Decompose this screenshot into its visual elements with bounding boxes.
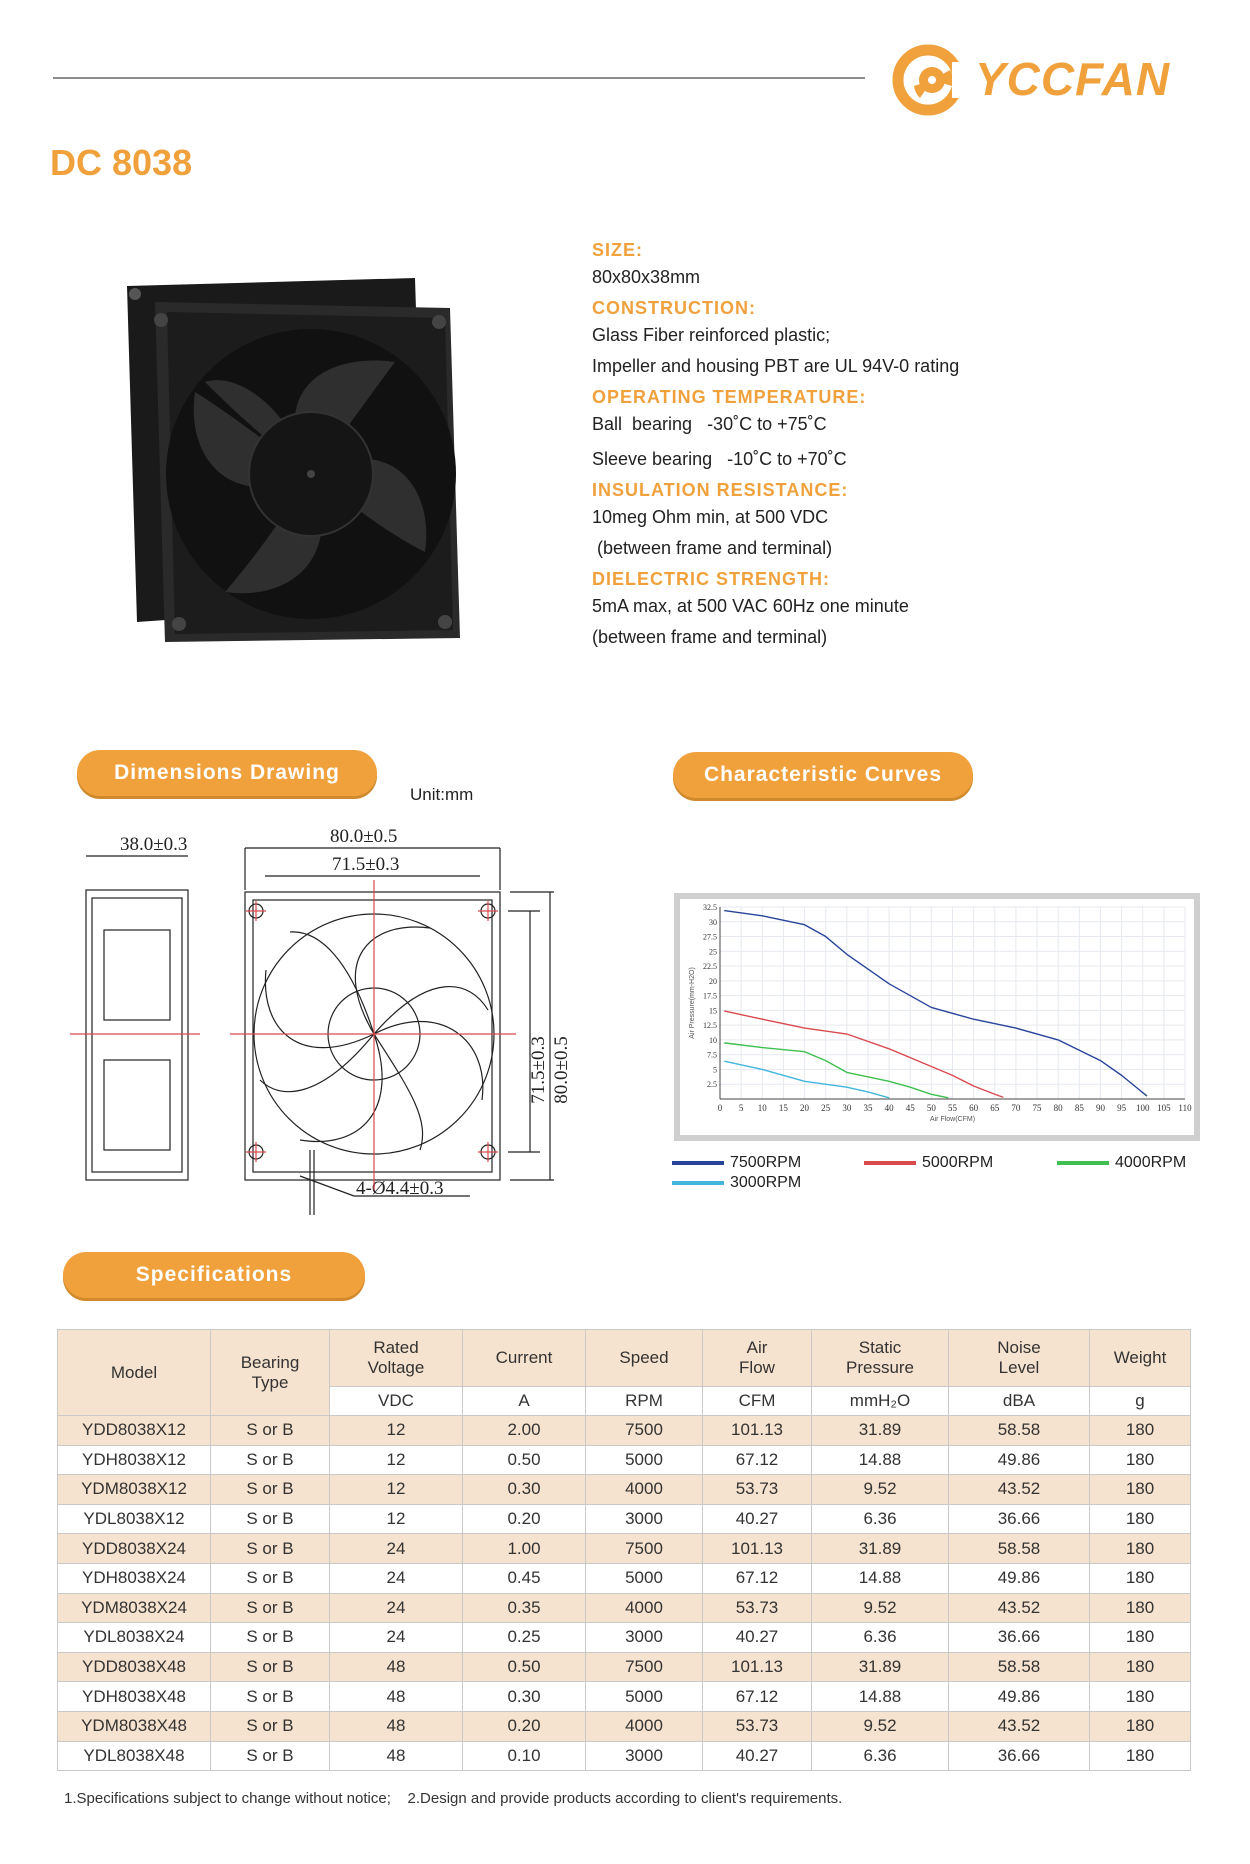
- table-cell: S or B: [211, 1623, 330, 1653]
- table-cell: 180: [1090, 1682, 1191, 1712]
- table-row: [58, 1416, 1191, 1446]
- table-cell: S or B: [211, 1416, 330, 1446]
- table-cell: 12: [330, 1504, 463, 1534]
- table-cell: 0.30: [463, 1682, 586, 1712]
- x-tick-label: 95: [1117, 1103, 1127, 1113]
- legend-label: 3000RPM: [730, 1174, 802, 1191]
- table-cell: YDH8038X24: [58, 1563, 211, 1593]
- table-cell: 43.52: [949, 1711, 1090, 1741]
- x-tick-label: 5: [738, 1103, 744, 1113]
- y-tick-label: 27.5: [703, 932, 717, 942]
- spec-line: 10meg Ohm min, at 500 VDC: [592, 507, 829, 527]
- table-row: [58, 1445, 1191, 1475]
- y-tick-label: 7.5: [707, 1050, 717, 1060]
- table-cell: 53.73: [703, 1475, 812, 1505]
- table-cell: S or B: [211, 1711, 330, 1741]
- table-cell: S or B: [211, 1534, 330, 1564]
- table-cell: 180: [1090, 1534, 1191, 1564]
- table-cell: 67.12: [703, 1682, 812, 1712]
- table-cell: 6.36: [812, 1504, 949, 1534]
- table-row: [58, 1652, 1191, 1682]
- y-tick-label: 12.5: [703, 1021, 717, 1031]
- x-tick-label: 30: [842, 1103, 852, 1113]
- table-cell: 7500: [586, 1652, 703, 1682]
- column-header: Static Pressure: [812, 1330, 949, 1387]
- table-cell: 180: [1090, 1563, 1191, 1593]
- y-tick-label: 10: [709, 1035, 717, 1045]
- table-cell: 4000: [586, 1593, 703, 1623]
- dim-depth-label: 38.0±0.3: [120, 834, 188, 855]
- table-cell: 67.12: [703, 1445, 812, 1475]
- spec-line: Ball bearing -30˚C to +75˚C: [592, 414, 827, 434]
- column-header: Air Flow: [703, 1330, 812, 1387]
- table-cell: 12: [330, 1475, 463, 1505]
- column-header: Rated Voltage: [330, 1330, 463, 1387]
- table-cell: 180: [1090, 1593, 1191, 1623]
- x-tick-label: 50: [926, 1103, 936, 1113]
- unit-cell: VDC: [330, 1387, 463, 1416]
- table-cell: 0.35: [463, 1593, 586, 1623]
- table-cell: S or B: [211, 1593, 330, 1623]
- spec-line: (between frame and terminal): [592, 627, 828, 647]
- table-cell: 2.00: [463, 1416, 586, 1446]
- chart-frame: [674, 893, 1200, 1141]
- y-tick-label: 15: [709, 1006, 717, 1016]
- table-cell: 0.45: [463, 1563, 586, 1593]
- dim-hole-height-label: 71.5±0.3: [528, 1036, 549, 1104]
- table-row: [58, 1504, 1191, 1534]
- x-tick-label: 60: [969, 1103, 979, 1113]
- table-cell: 6.36: [812, 1623, 949, 1653]
- unit-cell: CFM: [703, 1387, 812, 1416]
- column-header: Model: [58, 1330, 211, 1416]
- specifications-table: [57, 1329, 1191, 1771]
- dim-outer-height-label: 80.0±0.5: [551, 1036, 572, 1104]
- header-divider: [53, 77, 865, 79]
- table-cell: 58.58: [949, 1652, 1090, 1682]
- table-row: [58, 1711, 1191, 1741]
- table-cell: 1.00: [463, 1534, 586, 1564]
- table-cell: S or B: [211, 1475, 330, 1505]
- table-cell: 180: [1090, 1623, 1191, 1653]
- table-cell: 101.13: [703, 1652, 812, 1682]
- table-cell: S or B: [211, 1563, 330, 1593]
- table-cell: YDD8038X12: [58, 1416, 211, 1446]
- x-tick-label: 40: [884, 1103, 894, 1113]
- column-header: Noise Level: [949, 1330, 1090, 1387]
- table-cell: 36.66: [949, 1504, 1090, 1534]
- y-tick-label: 25: [709, 947, 717, 957]
- table-cell: 58.58: [949, 1534, 1090, 1564]
- unit-cell: dBA: [949, 1387, 1090, 1416]
- legend-swatch: [1057, 1161, 1109, 1165]
- column-header: Bearing Type: [211, 1330, 330, 1416]
- x-tick-label: 45: [905, 1103, 915, 1113]
- legend-label: 4000RPM: [1115, 1154, 1187, 1171]
- table-cell: 3000: [586, 1504, 703, 1534]
- table-row: [58, 1534, 1191, 1564]
- table-cell: 40.27: [703, 1623, 812, 1653]
- table-cell: 180: [1090, 1445, 1191, 1475]
- spec-line: 80x80x38mm: [592, 267, 701, 287]
- table-cell: S or B: [211, 1741, 330, 1771]
- table-cell: YDD8038X48: [58, 1652, 211, 1682]
- spec-heading-operating-temperature: OPERATING TEMPERATURE:: [592, 387, 867, 407]
- table-cell: 4000: [586, 1711, 703, 1741]
- characteristic-curves-heading: Characteristic Curves: [673, 752, 973, 798]
- table-cell: 40.27: [703, 1741, 812, 1771]
- page-title: DC 8038: [50, 142, 193, 183]
- unit-cell: A: [463, 1387, 586, 1416]
- table-cell: 101.13: [703, 1416, 812, 1446]
- x-tick-label: 35: [863, 1103, 873, 1113]
- dim-holes-label: 4-Ø4.4±0.3: [356, 1178, 444, 1199]
- column-header: Current: [463, 1330, 586, 1387]
- table-cell: 9.52: [812, 1475, 949, 1505]
- table-cell: 6.36: [812, 1741, 949, 1771]
- table-cell: 67.12: [703, 1563, 812, 1593]
- table-cell: 7500: [586, 1416, 703, 1446]
- table-cell: 12: [330, 1416, 463, 1446]
- table-cell: 36.66: [949, 1741, 1090, 1771]
- table-cell: S or B: [211, 1504, 330, 1534]
- specs-panel: [592, 232, 1212, 658]
- table-cell: 12: [330, 1445, 463, 1475]
- series-line-3000rpm: [724, 1061, 889, 1098]
- x-tick-label: 100: [1135, 1103, 1150, 1113]
- y-tick-label: 5: [713, 1065, 717, 1075]
- table-cell: 180: [1090, 1416, 1191, 1446]
- table-cell: 14.88: [812, 1445, 949, 1475]
- x-tick-label: 80: [1053, 1103, 1063, 1113]
- specifications-heading: Specifications: [63, 1252, 365, 1298]
- table-cell: 5000: [586, 1563, 703, 1593]
- table-cell: 0.20: [463, 1504, 586, 1534]
- x-tick-label: 65: [990, 1103, 1000, 1113]
- x-tick-label: 55: [948, 1103, 957, 1113]
- table-cell: YDM8038X24: [58, 1593, 211, 1623]
- table-cell: YDL8038X12: [58, 1504, 211, 1534]
- table-cell: 48: [330, 1652, 463, 1682]
- x-tick-label: 105: [1157, 1103, 1171, 1113]
- table-cell: 180: [1090, 1711, 1191, 1741]
- table-cell: 49.86: [949, 1682, 1090, 1712]
- table-cell: 0.30: [463, 1475, 586, 1505]
- table-cell: 5000: [586, 1445, 703, 1475]
- table-cell: 43.52: [949, 1475, 1090, 1505]
- x-tick-label: 85: [1074, 1103, 1084, 1113]
- spec-line: Glass Fiber reinforced plastic;: [592, 325, 831, 345]
- y-tick-label: 22.5: [703, 962, 717, 972]
- series-line-4000rpm: [724, 1043, 948, 1098]
- table-cell: 24: [330, 1563, 463, 1593]
- table-row: [58, 1741, 1191, 1771]
- table-cell: YDL8038X48: [58, 1741, 211, 1771]
- table-row: [58, 1593, 1191, 1623]
- table-cell: YDD8038X24: [58, 1534, 211, 1564]
- dimensions-drawing: [70, 820, 572, 1220]
- table-cell: 0.10: [463, 1741, 586, 1771]
- table-cell: 0.25: [463, 1623, 586, 1653]
- table-cell: 9.52: [812, 1711, 949, 1741]
- table-cell: 58.58: [949, 1416, 1090, 1446]
- table-cell: 3000: [586, 1741, 703, 1771]
- table-cell: 180: [1090, 1652, 1191, 1682]
- table-cell: 53.73: [703, 1711, 812, 1741]
- table-cell: 180: [1090, 1504, 1191, 1534]
- fan-product-photo: [115, 272, 475, 652]
- unit-cell: mmH₂O: [812, 1387, 949, 1416]
- y-tick-label: 17.5: [703, 991, 717, 1001]
- table-cell: 24: [330, 1534, 463, 1564]
- dim-hole-width-label: 71.5±0.3: [332, 854, 400, 875]
- x-tick-label: 75: [1032, 1103, 1042, 1113]
- spec-line: Sleeve bearing -10˚C to +70˚C: [592, 449, 847, 469]
- y-tick-label: 30: [709, 917, 717, 927]
- table-cell: 49.86: [949, 1445, 1090, 1475]
- table-cell: 0.20: [463, 1711, 586, 1741]
- legend-label: 7500RPM: [730, 1154, 802, 1171]
- spec-line: 5mA max, at 500 VAC 60Hz one minute: [592, 596, 909, 616]
- table-row: [58, 1475, 1191, 1505]
- table-cell: YDL8038X24: [58, 1623, 211, 1653]
- table-row: [58, 1623, 1191, 1653]
- legend-swatch: [672, 1161, 724, 1165]
- legend-4000rpm: [1057, 1154, 1186, 1172]
- x-tick-label: 0: [717, 1103, 723, 1113]
- footnotes: 1.Specifications subject to change without notice; 2.Design and provide products according to client's requirements.: [64, 1790, 843, 1807]
- legend-7500rpm: [672, 1154, 801, 1172]
- table-cell: YDM8038X12: [58, 1475, 211, 1505]
- table-cell: 48: [330, 1682, 463, 1712]
- y-tick-label: 32.5: [703, 903, 717, 912]
- table-cell: 48: [330, 1741, 463, 1771]
- table-cell: 0.50: [463, 1652, 586, 1682]
- x-axis-label: Air Flow(CFM): [929, 1116, 976, 1123]
- table-cell: 3000: [586, 1623, 703, 1653]
- legend-swatch: [672, 1181, 724, 1185]
- table-cell: S or B: [211, 1652, 330, 1682]
- legend-3000rpm: [672, 1174, 801, 1192]
- table-cell: 43.52: [949, 1593, 1090, 1623]
- table-row: [58, 1682, 1191, 1712]
- unit-label: Unit:mm: [410, 785, 474, 804]
- x-tick-label: 20: [800, 1103, 810, 1113]
- spec-line: Impeller and housing PBT are UL 94V-0 rating: [592, 356, 960, 376]
- table-cell: YDH8038X12: [58, 1445, 211, 1475]
- unit-cell: RPM: [586, 1387, 703, 1416]
- table-cell: 40.27: [703, 1504, 812, 1534]
- table-cell: 101.13: [703, 1534, 812, 1564]
- table-cell: 36.66: [949, 1623, 1090, 1653]
- y-axis-label: Air Pressure(mm-H2O): [689, 967, 696, 1039]
- y-tick-label: 2.5: [707, 1080, 717, 1090]
- table-cell: 31.89: [812, 1416, 949, 1446]
- table-cell: 53.73: [703, 1593, 812, 1623]
- table-cell: 48: [330, 1711, 463, 1741]
- table-cell: YDH8038X48: [58, 1682, 211, 1712]
- table-row: [58, 1563, 1191, 1593]
- dim-outer-width-label: 80.0±0.5: [330, 826, 398, 847]
- table-cell: 24: [330, 1593, 463, 1623]
- table-cell: YDM8038X48: [58, 1711, 211, 1741]
- spec-line: (between frame and terminal): [592, 538, 833, 558]
- table-cell: 0.50: [463, 1445, 586, 1475]
- legend-label: 5000RPM: [922, 1154, 994, 1171]
- table-cell: S or B: [211, 1445, 330, 1475]
- column-header: Speed: [586, 1330, 703, 1387]
- characteristic-curves-chart: [680, 899, 1194, 1135]
- y-tick-label: 20: [709, 976, 717, 986]
- table-cell: S or B: [211, 1682, 330, 1712]
- table-cell: 5000: [586, 1682, 703, 1712]
- column-header: Weight: [1090, 1330, 1191, 1387]
- spec-heading-construction: CONSTRUCTION:: [592, 298, 756, 318]
- brand-name: YCCFAN: [975, 53, 1171, 105]
- x-tick-label: 10: [757, 1103, 767, 1113]
- table-cell: 14.88: [812, 1563, 949, 1593]
- x-tick-label: 25: [821, 1103, 831, 1113]
- table-cell: 9.52: [812, 1593, 949, 1623]
- table-cell: 31.89: [812, 1652, 949, 1682]
- legend-5000rpm: [864, 1154, 993, 1172]
- spec-heading-size: SIZE:: [592, 240, 644, 260]
- unit-cell: g: [1090, 1387, 1191, 1416]
- table-cell: 24: [330, 1623, 463, 1653]
- spec-heading-dielectric-strength: DIELECTRIC STRENGTH:: [592, 569, 830, 589]
- x-tick-label: 70: [1011, 1103, 1021, 1113]
- dimensions-drawing-heading: Dimensions Drawing: [77, 750, 377, 796]
- table-cell: 180: [1090, 1741, 1191, 1771]
- table-cell: 7500: [586, 1534, 703, 1564]
- table-cell: 4000: [586, 1475, 703, 1505]
- table-cell: 14.88: [812, 1682, 949, 1712]
- spec-heading-insulation-resistance: INSULATION RESISTANCE:: [592, 480, 849, 500]
- x-tick-label: 110: [1178, 1103, 1192, 1113]
- x-tick-label: 15: [778, 1103, 788, 1113]
- table-cell: 49.86: [949, 1563, 1090, 1593]
- legend-swatch: [864, 1161, 916, 1165]
- table-cell: 180: [1090, 1475, 1191, 1505]
- table-cell: 31.89: [812, 1534, 949, 1564]
- x-tick-label: 90: [1095, 1103, 1105, 1113]
